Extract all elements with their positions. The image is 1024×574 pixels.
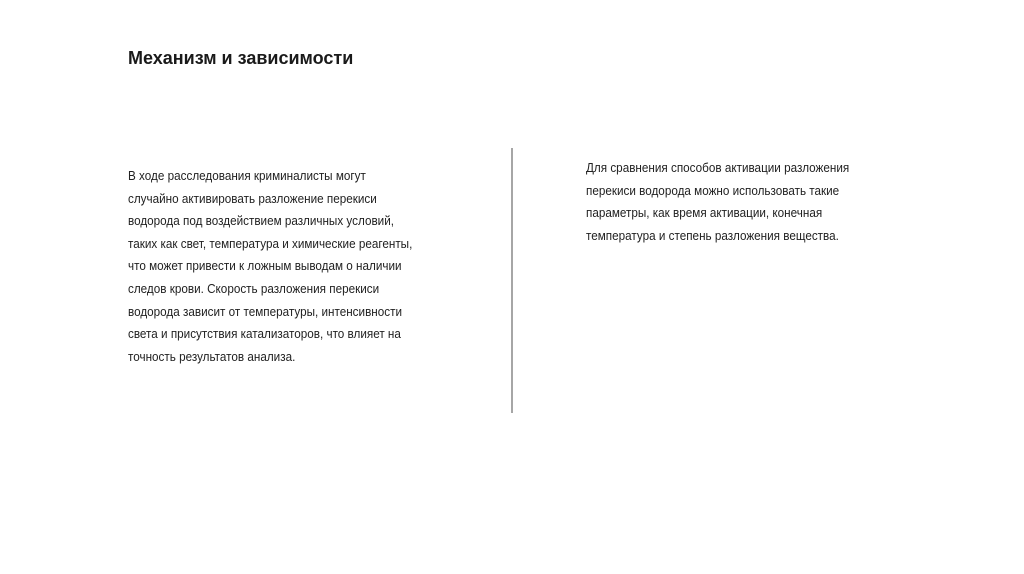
left-text-column bbox=[128, 165, 444, 368]
text-line: следов крови. Скорость разложения перекиси bbox=[128, 280, 380, 296]
text-line: света и присутствия катализаторов, что влияет на bbox=[128, 326, 401, 342]
text-line: параметры, как время активации, конечная bbox=[586, 205, 823, 221]
text-line: температура и степень разложения вещества. bbox=[586, 227, 839, 243]
text-line: точность результатов анализа. bbox=[128, 348, 296, 364]
text-line: случайно активировать разложение перекиси bbox=[128, 190, 377, 206]
text-line: таких как свет, температура и химические реагенты, bbox=[128, 235, 413, 251]
slide-title: Механизм и зависимости bbox=[128, 48, 354, 68]
text-line: В ходе расследования криминалисты могут bbox=[128, 168, 366, 183]
column-divider bbox=[511, 148, 513, 413]
right-text-column bbox=[586, 157, 878, 247]
text-line: водорода под воздействием различных условий, bbox=[128, 213, 394, 229]
text-line: водорода зависит от температуры, интенсивности bbox=[128, 303, 403, 319]
text-line: что может привести к ложным выводам о наличии bbox=[128, 258, 402, 274]
text-line: перекиси водорода можно использовать такие bbox=[586, 182, 840, 198]
text-line: Для сравнения способов активации разложения bbox=[586, 160, 850, 175]
